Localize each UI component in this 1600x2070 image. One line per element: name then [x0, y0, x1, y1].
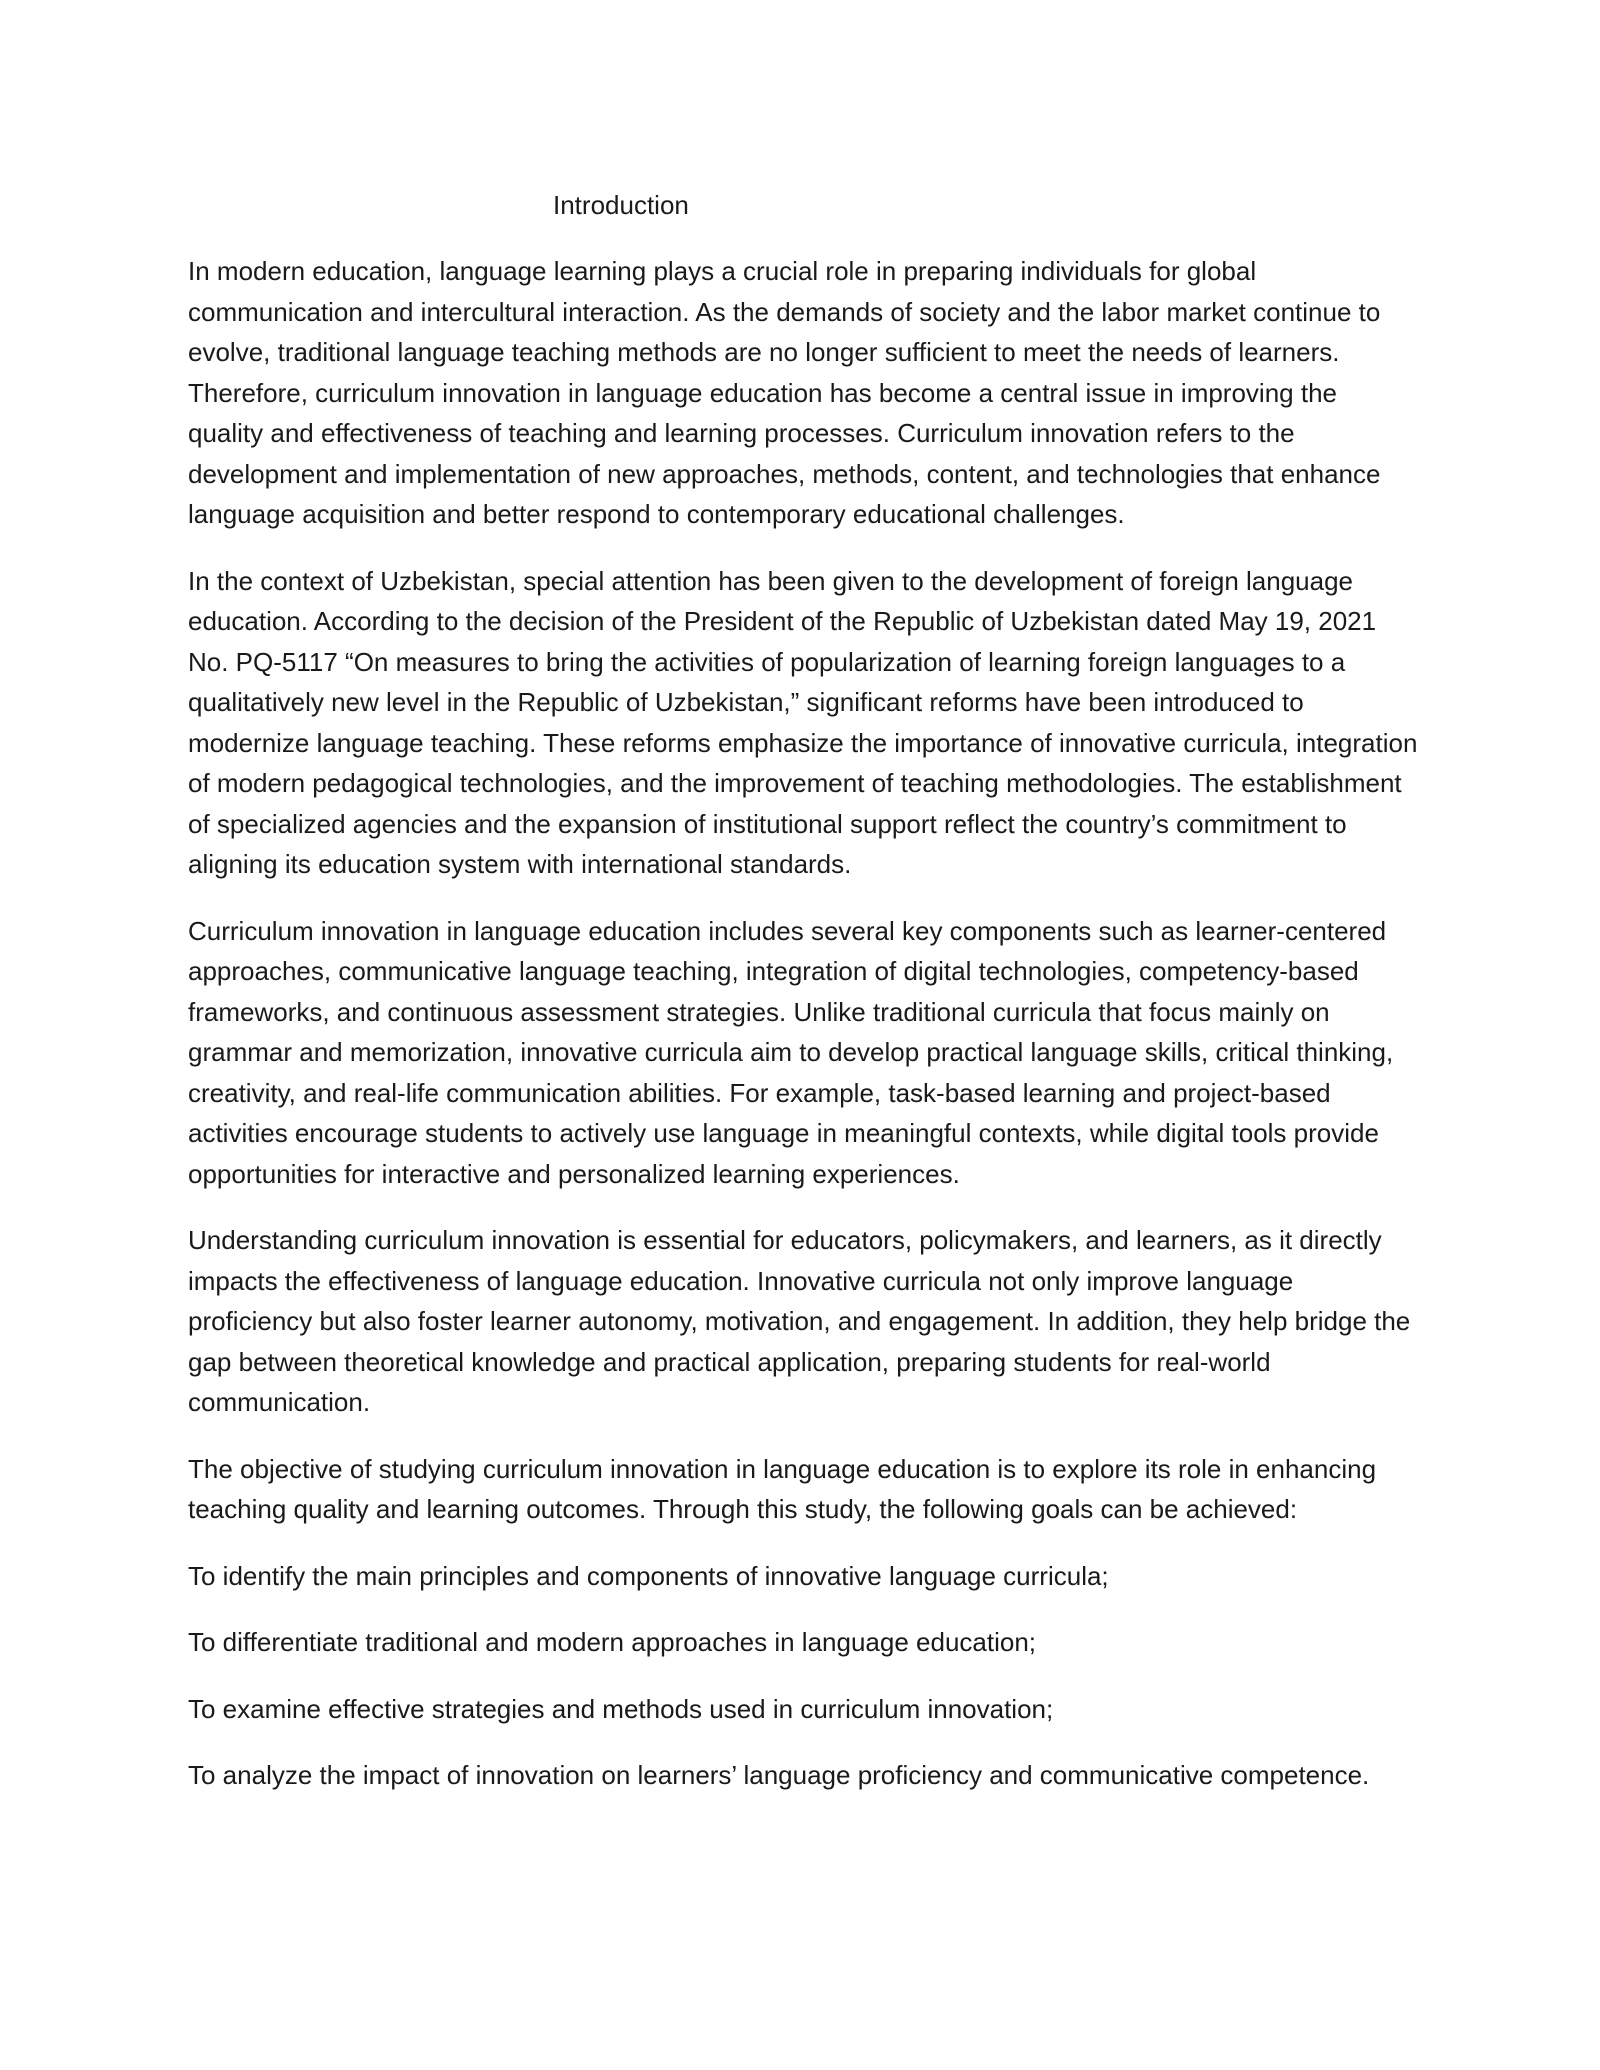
paragraph-key-components: Curriculum innovation in language education includes several key components such as learner-centered approaches, communicative language teaching, integration of digital technologies, competency-based frameworks, and continuous assessment strategies. Unlike traditional curricula that focus mainly on grammar and memorization, innovative curricula aim to develop practical language skills, critical thinking, creativity, and real-life communication abilities. For example, task-based learning and project-based activities encourage students to actively use language in meaningful contexts, while digital tools provide opportunities for interactive and personalized learning experiences. [188, 915, 1394, 1189]
paragraph-uzbekistan-context: In the context of Uzbekistan, special attention has been given to the development of foreign language education. According to the decision of the President of the Republic of Uzbekistan dated May 19, 2021 No. PQ-5117 “On measures to bring the activities of popularization of learning foreign languages to a qualitatively new level in the Republic of Uzbekistan,” significant reforms have been introduced to modernize language teaching. These reforms emphasize the importance of innovative curricula, integration of modern pedagogical technologies, and the improvement of teaching methodologies. The establishment of specialized agencies and the expansion of institutional support reflect the country’s commitment to aligning its education system with international standards. [188, 565, 1418, 879]
paragraph-understanding-innovation: Understanding curriculum innovation is essential for educators, policymakers, and learners, as it directly impacts the effectiveness of language education. Innovative curricula not only improve language proficiency but also foster learner autonomy, motivation, and engagement. In addition, they help bridge the gap between theoretical knowledge and practical application, preparing students for real-world communication. [188, 1225, 1411, 1417]
goal-item: To identify the main principles and components of innovative language curricula; [188, 1560, 1109, 1591]
goal-item: To examine effective strategies and methods used in curriculum innovation; [188, 1693, 1054, 1724]
paragraph-modern-education: In modern education, language learning plays a crucial role in preparing individuals for global communication and intercultural interaction. As the demands of society and the labor market continue to evolve, traditional language teaching methods are no longer sufficient to meet the needs of learners. Therefore, curriculum innovation in language education has become a central issue in improving the quality and effectiveness of teaching and learning processes. Curriculum innovation refers to the development and implementation of new approaches, methods, content, and technologies that enhance language acquisition and better respond to contemporary educational challenges. [188, 256, 1381, 529]
document-body [188, 185, 1418, 1796]
goal-item: To analyze the impact of innovation on learners’ language proficiency and communicative competence. [188, 1760, 1370, 1790]
goal-item: To differentiate traditional and modern approaches in language education; [188, 1627, 1037, 1657]
paragraph-objective: The objective of studying curriculum innovation in language education is to explore its role in enhancing teaching quality and learning outcomes. Through this study, the following goals can be achieved: [188, 1453, 1377, 1524]
document-title: Introduction [553, 190, 689, 220]
